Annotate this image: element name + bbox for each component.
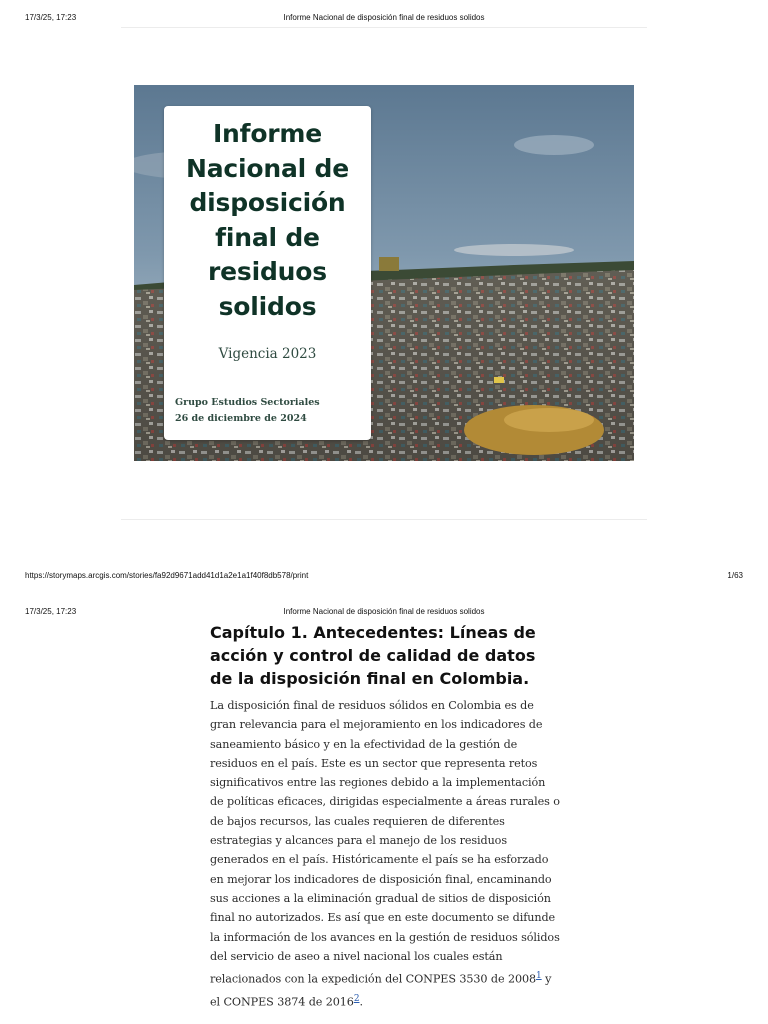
chapter-paragraph [210,696,560,1012]
print-datetime: 17/3/25, 17:23 [25,13,77,22]
print-url: https://storymaps.arcgis.com/stories/fa92d9671add41d1a2e1a1f40f8db578/print [25,571,309,580]
print-header [0,607,768,621]
print-title: Informe Nacional de disposición final de residuos solidos [283,13,485,22]
print-datetime: 17/3/25, 17:23 [25,607,77,616]
cover-date: 26 de diciembre de 2024 [175,413,307,424]
print-title: Informe Nacional de disposición final de residuos solidos [283,607,485,616]
divider [121,27,647,28]
footnote-link-1[interactable]: 1 [536,971,542,982]
cover-title-card [164,106,371,440]
chapter-heading: Capítulo 1. Antecedentes: Líneas de acción y control de calidad de datos de la disposición final en Colombia. [210,623,536,688]
print-page-number: 1/63 [727,571,743,580]
paragraph-text: La disposición final de residuos sólidos en Colombia es de gran relevancia para el mejoramiento en los indicadores de saneamiento básico y en la efectividad de la gestión de residuos en el país. Este es un sector que representa retos significativos entre las regiones debido a la implementación de políticas eficaces, dirigidas especialmente a áreas rurales o de bajos recursos, las cuales requieren de diferentes estrategias y alcances para el manejo de los residuos generados en el país. Históricamente el país se ha esforzado en mejorar los indicadores de disposición final, encaminando sus acciones a la eliminación gradual de sitios de disposición final no autorizados. Es así que en este documento se difunde la información de los avances en la gestión de residuos sólidos del servicio de aseo a nivel nacional los cuales están relacionados con la expedición del CONPES 3530 de 2008 [210,699,560,986]
divider [121,519,647,520]
print-header [0,13,768,27]
cover-subtitle: Vigencia 2023 [218,346,317,362]
cover-author-group: Grupo Estudios Sectoriales [175,397,320,408]
print-footer [0,571,768,585]
paragraph-text: . [359,995,363,1009]
paragraph-text: y el CONPES 3874 de 2016 [210,972,552,1009]
cover-title: Informe Nacional de disposición final de residuos solidos [186,119,349,321]
footnote-link-2[interactable]: 2 [353,994,360,1005]
